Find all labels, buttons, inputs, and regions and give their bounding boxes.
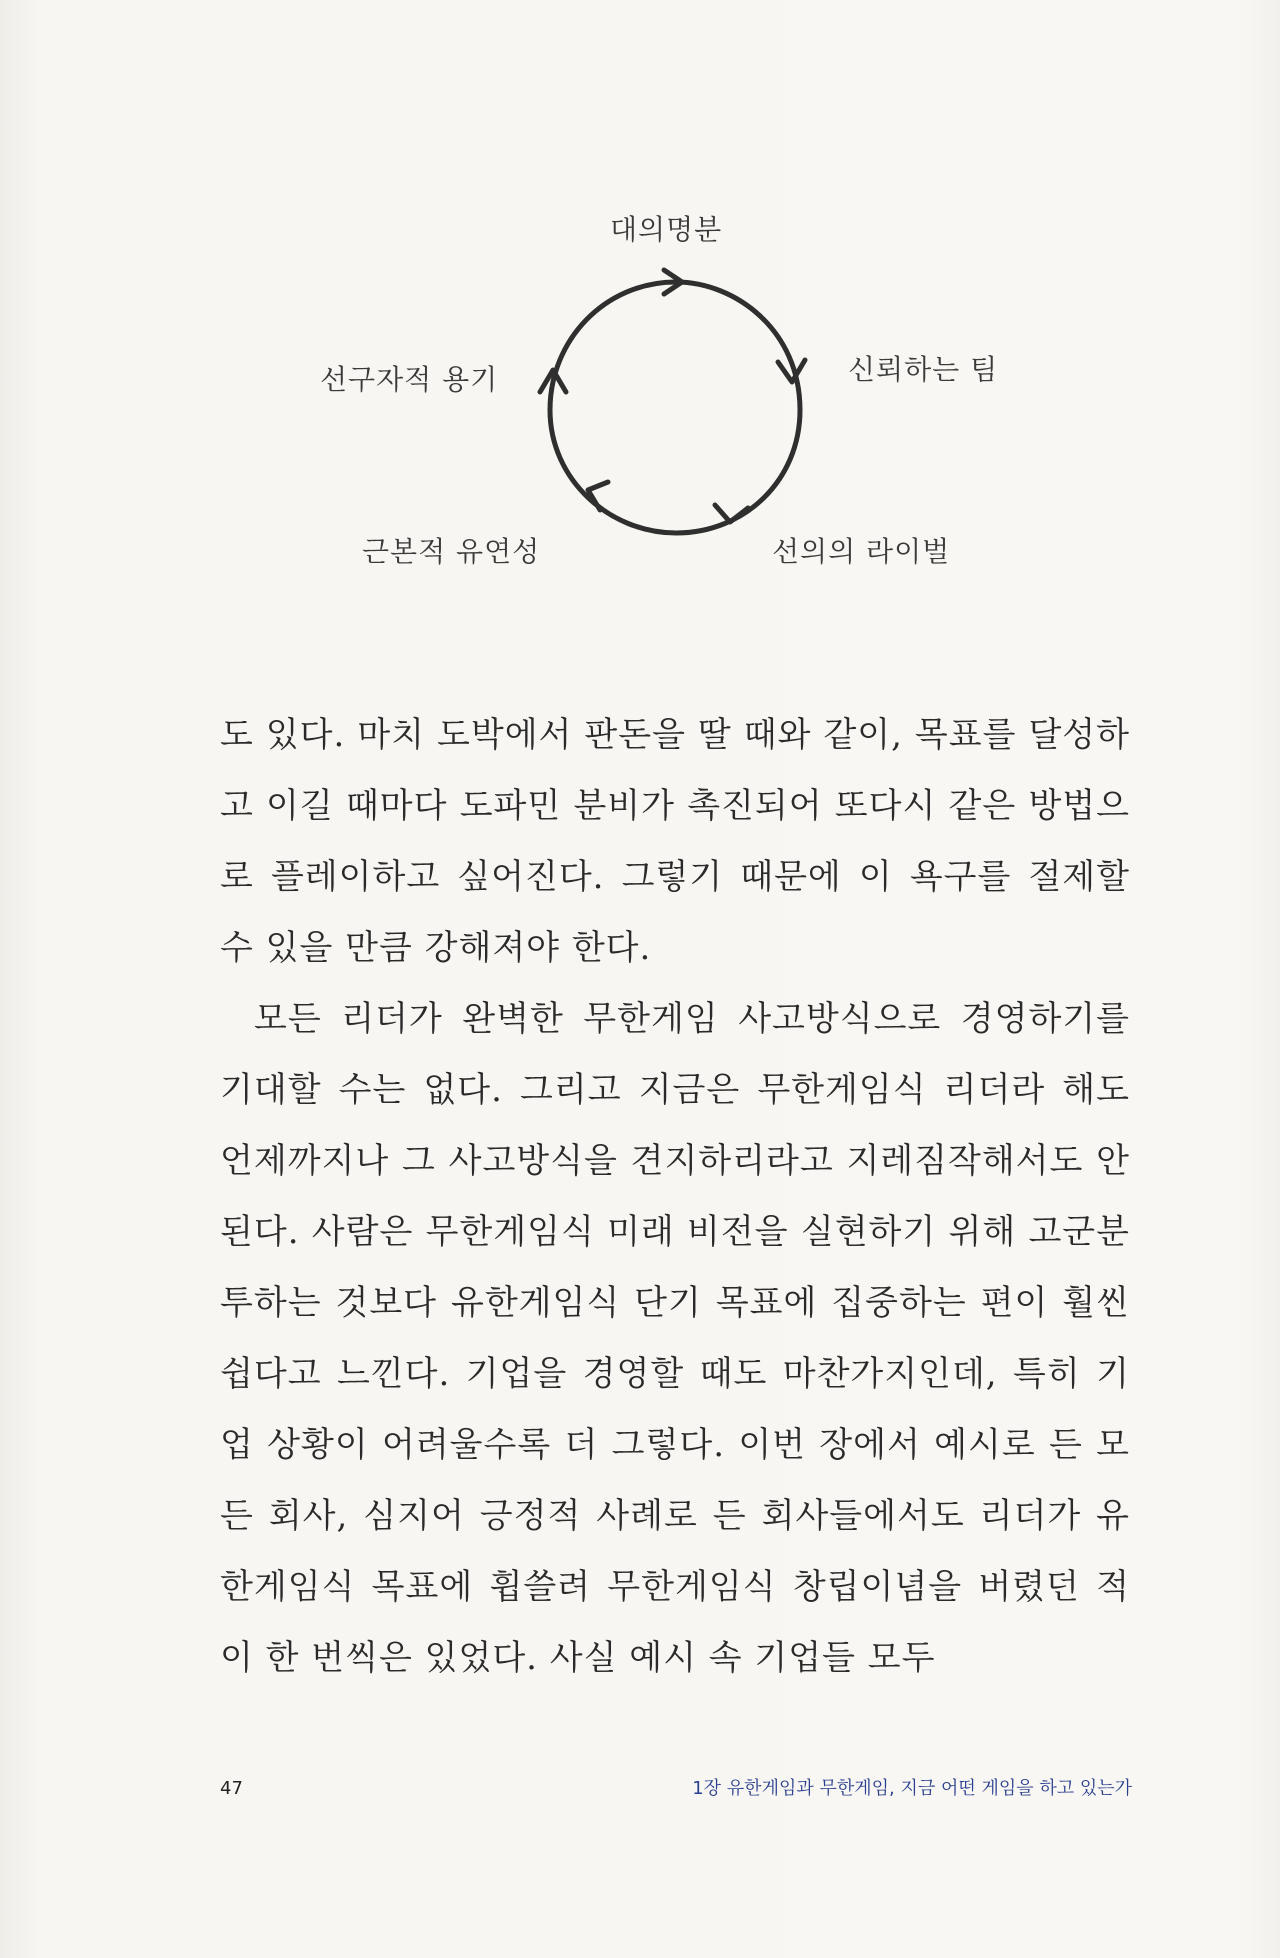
node-label-left: 선구자적 용기: [320, 363, 499, 396]
node-label-top: 대의명분: [610, 213, 723, 246]
node-label-bottom-left: 근본적 유연성: [362, 535, 541, 568]
node-label-bottom-right: 선의의 라이벌: [772, 535, 951, 568]
body-text: [220, 700, 1130, 1694]
running-head: 1장 유한게임과 무한게임, 지금 어떤 게임을 하고 있는가: [692, 1778, 1132, 1799]
arrow-bottom-right-icon: [715, 505, 748, 522]
cycle-diagram-svg: [0, 0, 1280, 620]
page-footer: [220, 1778, 1132, 1818]
node-label-right: 신뢰하는 팀: [848, 353, 999, 386]
cycle-circle: [550, 282, 800, 533]
arrow-bottom-left-icon: [588, 482, 608, 510]
cycle-diagram: [0, 0, 1280, 620]
paragraph-1: 도 있다. 마치 도박에서 판돈을 딸 때와 같이, 목표를 달성하고 이길 때마다 도파민 분비가 촉진되어 또다시 같은 방법으로 플레이하고 싶어진다. 그렇기 때문에 이 욕구를 절제할 수 있을 만큼 강해져야 한다.: [220, 715, 1130, 968]
paragraph-2: 모든 리더가 완벽한 무한게임 사고방식으로 경영하기를 기대할 수는 없다. 그리고 지금은 무한게임식 리더라 해도 언제까지나 그 사고방식을 견지하리라고 지레짐작해서도 안 된다. 사람은 무한게임식 미래 비전을 실현하기 위해 고군분투하는 것보다 유한게임식 단기 목표에 집중하는 편이 훨씬 쉽다고 느낀다. 기업을 경영할 때도 마찬가지인데, 특히 기업 상황이 어려울수록 더 그렇다. 이번 장에서 예시로 든 모든 회사, 심지어 긍정적 사례로 든 회사들에서도 리더가 유한게임식 목표에 휩쓸려 무한게임식 창립이념을 버렸던 적이 한 번씩은 있었다. 사실 예시 속 기업들 모두: [220, 999, 1130, 1678]
page-number: 47: [220, 1778, 243, 1799]
